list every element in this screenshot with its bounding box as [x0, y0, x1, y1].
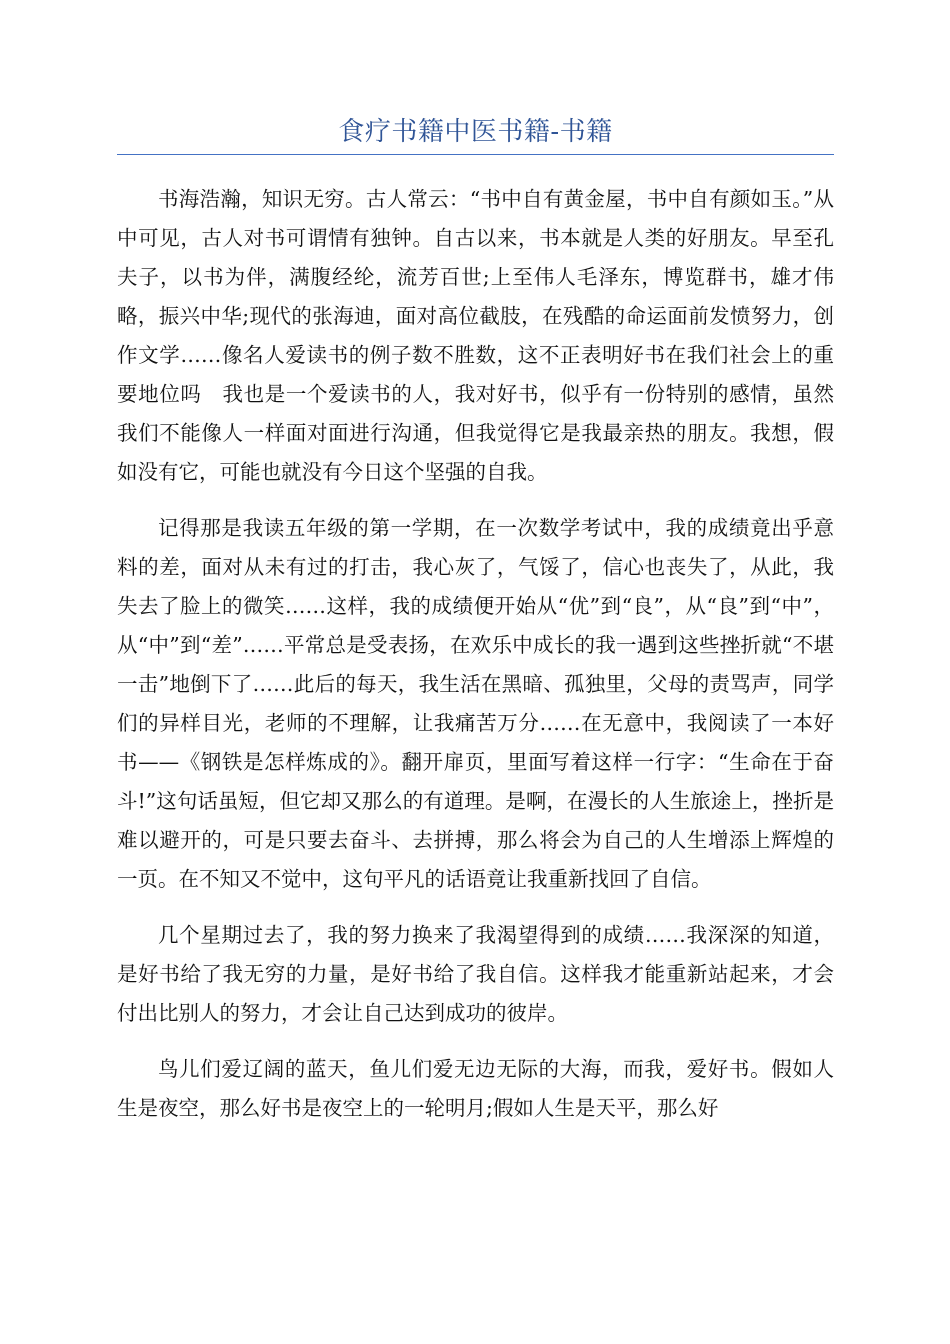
paragraph-3: 几个星期过去了，我的努力换来了我渴望得到的成绩……我深深的知道，是好书给了我无穷的力量，是好书给了我自信。这样我才能重新站起来，才会付出比别人的努力，才会让自己达到成功的彼岸。 — [117, 923, 834, 1025]
paragraph-4: 鸟儿们爱辽阔的蓝天，鱼儿们爱无边无际的大海，而我，爱好书。假如人生是夜空，那么好书是夜空上的一轮明月;假如人生是天平，那么好 — [117, 1057, 834, 1120]
paragraph-1: 书海浩瀚，知识无穷。古人常云：“书中自有黄金屋，书中自有颜如玉。”从中可见，古人对书可谓情有独钟。自古以来，书本就是人类的好朋友。早至孔夫子，以书为伴，满腹经纶，流芳百世;上至伟人毛泽东，博览群书，雄才伟略，振兴中华;现代的张海迪，面对高位截肢，在残酷的命运面前发愤努力，创作文学……像名人爱读书的例子数不胜数，这不正表明好书在我们社会上的重要地位吗 我也是一个爱读书的人，我对好书，似乎有一份特别的感情，虽然我们不能像人一样面对面进行沟通，但我觉得它是我最亲热的朋友。我想，假如没有它，可能也就没有今日这个坚强的自我。 — [117, 187, 834, 484]
title-underline — [117, 154, 834, 155]
paragraph-2: 记得那是我读五年级的第一学期，在一次数学考试中，我的成绩竟出乎意料的差，面对从未有过的打击，我心灰了，气馁了，信心也丧失了，从此，我失去了脸上的微笑……这样，我的成绩便开始从“优”到“良”，从“良”到“中”，从“中”到“差”……平常总是受表扬，在欢乐中成长的我一遇到这些挫折就“不堪一击”地倒下了……此后的每天，我生活在黑暗、孤独里，父母的责骂声，同学们的异样目光，老师的不理解，让我痛苦万分……在无意中，我阅读了一本好书——《钢铁是怎样炼成的》。翻开扉页，里面写着这样一行字：“生命在于奋斗!”这句话虽短，但它却又那么的有道理。是啊，在漫长的人生旅途上，挫折是难以避开的，可是只要去奋斗、去拼搏，那么将会为自己的人生增添上辉煌的一页。在不知又不觉中，这句平凡的话语竟让我重新找回了自信。 — [117, 516, 834, 891]
document-body — [117, 180, 834, 1145]
document-title: 食疗书籍中医书籍-书籍 — [338, 117, 613, 147]
